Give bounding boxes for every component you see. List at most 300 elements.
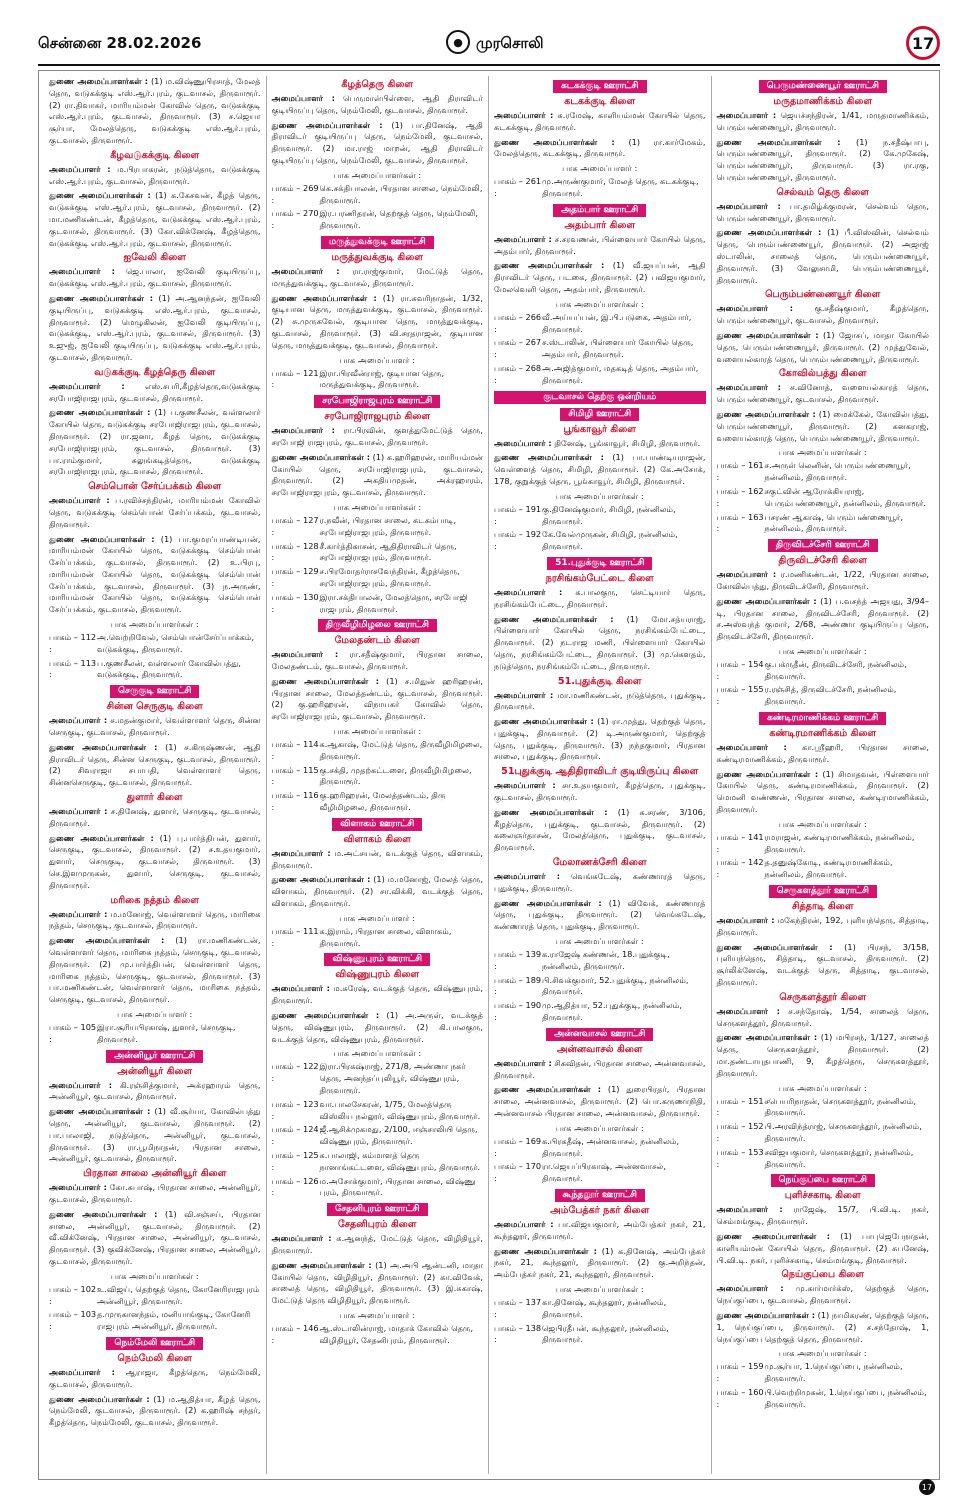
booth-number: பாகம் – 130 : [271,591,319,614]
booth-entry [272,739,484,763]
booth-subheading: பாக அமைப்பாளர்கள் : [333,169,422,180]
booth-number: பாகம் – 137 : [494,1296,542,1319]
role-label: அமைப்பாளர் : [716,569,777,580]
booth-entry [494,363,706,387]
branch-heading: துளார் கிளை [126,792,183,804]
booth-organizer: க.ஆகாஷ், மேட்டுத் தெரு, திருவீழிமிழலை, திருவாரூர். [319,739,483,761]
organizer-text: (1) வீ.ஜயப்பன், ஆதி திராவிடர் தெரு, படகை, திருவாரூர். (2) பவிஜயகுமார், மேலவெளி தெரு, அதம்பார், திருவாரூர். [494,260,706,294]
panchayat-band-heading: அன்னியூர் ஊராட்சி [106,1050,203,1063]
organizer-text: (1) அ.அருள், வடக்குத் தெரு, விஷ்ணுபுரம், திருவாரூர். (2) கி.பாலகுரு, வடக்குத் தெரு, விஷ்ணுபுரம், திருவாரூர். [271,1010,483,1044]
branch-heading: நரசிங்கம்பேட்டை கிளை [545,572,654,584]
role-label: துணை அமைப்பாளர்கள் : [271,874,371,885]
organizer-text: (1) அ.ஆனந்தன், ஐவேலி குடியிருப்பு, வடுகக்குடி எஸ்.ஆர்.புரம், குடவாசல், திருவாரூர். (2) மெழுகிலன், ஐவேலி குடியிருப்பு, வடுகக்குடி, எஸ்.ஆர்.புரம், குடவாசல், திருவாரூர். (3) உஜுஜ், ஐவேலி குடியிருப்பு, வடுகக்குடி எஸ்.ஆர்.புரம், குடவாசல், திருவாரூர். [49,292,261,362]
role-label: அமைப்பாளர் : [716,915,775,926]
booth-number: பாகம் – 170 : [494,1161,542,1184]
organizer-text: க.ரமேஷ், காளியம்மன் கோயில் தெரு, கடகக்குடி, திருவாரூர். [494,110,706,132]
organizer-text: தினேஷ், பூங்காவூர், சிமிழி, திருவாரூர். [554,437,701,448]
role-label: துணை அமைப்பாளர்கள் : [494,452,604,463]
panchayat-band-heading: சரபோஜிராஜபுரம் ஊராட்சி [314,395,440,408]
organizer-text: ரா.சதீஷ்குமார், பிரதான சாலை, மேலதண்டம், குடவாசல், திருவாரூர். [271,649,483,672]
organizer-text: (1) மோ.சத்யராஜ், பிள்ளையார் கோயில் தெரு, நரசிங்கம்பேட்டை, திருவாரூர். (2) நடராஜ மணி, பிள்ளையார் கோயில் தெரு, நரசிங்கம்பேட்டை, திருவாரூர். (3) மு.கௌதம், நடுத்தெரு, நரசிங்கம்பேட்டை, திருவாரூர். [494,613,706,671]
union-band-heading: குடவாசல் தெற்கு ஒன்றியம் [494,391,706,404]
booth-subheading: பாக அமைப்பாளர் : [339,354,415,365]
booth-entry [272,515,484,539]
role-label: துணை அமைப்பாளர்கள் : [716,768,819,779]
role-label: அமைப்பாளர் : [271,93,335,103]
booth-organizer: வா.பாலசேகரன், 1/75, மேலத்தெரு விஸ்லிய நல்லூர், விஷ்ணுபுரம், திருவாரூர். [319,1098,481,1121]
booth-number: பாகம் – 191 : [494,503,542,526]
role-label: துணை அமைப்பாளர்கள் : [494,136,615,147]
booth-number: பாகம் – 155 : [716,684,764,707]
organizer-paragraph [272,1260,484,1307]
booth-entry [494,1161,706,1185]
organizer-text: பெருமாள்பிள்ளை, ஆதி திராவிடர் குடியிருப்பு தெரு, நெம்மேலி, குடவாசல், திருவாரூர். [271,93,483,115]
organizer-paragraph [717,569,930,593]
branch-heading: மரிகை நத்தம் கிளை [110,894,199,906]
organizer-paragraph [717,409,930,444]
booth-subheading: பாக அமைப்பாளர்கள் : [333,1048,422,1059]
organizer-text: ச.தினேஷ், துளார், செருகுடி, குடவாசல், திருவாரூர். [49,806,261,828]
organizer-text: க.பாலகுரு, செட்டியார் தெரு, நரசிங்கம்பேட்டை, திருவாரூர். [494,586,706,609]
booth-entry [717,1121,930,1145]
role-label: அமைப்பாளர் : [716,382,781,393]
organizer-text: ச.மதன்குமார், வெள்ளாளர் தெரு, சின்ன செருகுடி, குடவாசல், திருவாரூர். [49,715,261,738]
panchayat-band-heading: சேதனிபுரம் ஊராட்சி [327,1203,428,1216]
organizer-text: ப.ரவிச்சந்திரன், மாரியம்மன் கோவில் தெரு, வடுகக்குடி செம்பொன் சேர்ப்பக்கம், குடவாசல், திருவாரூர். [49,495,261,529]
booth-subheading: பாக அமைப்பாளர்கள் : [778,1082,867,1093]
booth-organizer: சகுட்வின் ஆரோக்கியராஜ், பெரும்பண்ணையூர், நன்னிலம், திருவாரூர். [764,485,926,508]
organizer-text: மா.மணிகண்டன், நடுத்தெரு, புதுக்குடி, திருவாரூர். [494,689,706,712]
organizer-paragraph [717,382,930,406]
branch-heading: கோவில்பத்து கிளை [779,368,867,380]
panchayat-band-heading: பெருமண்ணையூர் ஊராட்சி [759,80,887,93]
role-label: துணை அமைப்பாளர்கள் : [49,292,154,303]
organizer-text: (1) க.தினேஷ், அம்பேத்கர் நகர், 21, கூந்தலூர், திருவாரூர். (2) கு.அறிந்தன், அம்பேத்கர் நகர், 21, கூந்தலூர், திருவாரூர். [494,1245,706,1280]
role-label: அமைப்பாளர் : [494,586,563,597]
booth-entry [272,1150,484,1174]
organizer-paragraph [494,452,706,487]
role-label: அமைப்பாளர் : [49,163,111,174]
booth-organizer: மு.ஆதித்யா, 52.புதுக்குடி, நன்னிலம், திருவாரூர். [542,1000,682,1023]
booth-number: பாகம் – 115 : [271,764,319,787]
booth-entry [49,658,261,682]
role-label: துணை அமைப்பாளர்கள் : [716,408,816,419]
booth-entry [272,1176,484,1200]
booth-number: பாகம் – 146 : [271,1322,319,1345]
role-label: அமைப்பாளர் : [716,1005,780,1016]
booth-number: பாகம் – 192 : [494,529,542,552]
booth-organizer: ப.குணசீலன், வள்ளலார் கோவில்பத்து, வடுகக்குடி, திருவாரூர். [97,657,241,680]
booth-entry [49,1284,261,1308]
role-label: அமைப்பாளர் : [49,266,115,277]
panchayat-band-heading: விளாகம் ஊராட்சி [332,818,422,831]
role-label: துணை அமைப்பாளர்கள் : [49,935,165,946]
role-label: அமைப்பாளர் : [716,303,794,314]
organizer-text: ம.மனோஜ், வெள்ளாளர் தெரு, மாரிகை நத்தம், செருகுடி, குடவாசல், திருவாரூர். [49,908,261,931]
organizer-paragraph [272,425,484,449]
organizer-paragraph [49,164,261,188]
booth-subheading: பாக அமைப்பாளர்கள் : [555,936,644,947]
booth-subheading: பாக அமைப்பாளர்கள் : [333,726,422,737]
organizer-paragraph [494,587,706,611]
panchayat-band-heading: மருத்துவக்குடி ஊராட்சி [321,236,434,249]
organizer-paragraph [494,780,706,804]
booth-organizer: கா.தினேஷ், கூந்தலூர், நன்னிலம், திருவாரூர். [542,1296,667,1319]
booth-subheading: பாக அமைப்பாளர் : [339,912,415,923]
organizer-text: சா.உதயகுமார், கீழத்தெரு, புதுக்குடி, குடவாசல், திருவாரூர். [494,780,706,803]
booth-organizer: பி.அரவிந்த்ராஜ், செருகளத்தூர், நன்னிலம், திருவாரூர். [764,1121,922,1143]
organizer-text: ச.சரவணன், பிள்ளையார் கோயில் தெரு, அதம்பார், திருவாரூர். [494,233,706,256]
branch-heading: திருவிடச்சேரி கிளை [778,555,868,567]
booth-entry [49,1309,261,1333]
booth-organizer: மு.சூர்யா, 1.நெய்குப்பை, நன்னிலம், திருவாரூர். [764,1361,903,1384]
column-3 [489,76,712,1474]
role-label: துணை அமைப்பாளர்கள் : [716,941,833,952]
organizer-text: க.ஆனந்த், மேட்டுத் தெரு, விழிதியூர், திருவாரூர். [271,1233,483,1255]
role-label: துணை அமைப்பாளர்கள் : [716,1230,831,1241]
organizer-text: (1) மைக்கேல், கோவில்பத்து, பெரும்பண்ணையூர், திருவாரூர். (2) கனகராஜ், வளையல்காரத் தெரு, பெரும்பண்ணையூர், திருவாரூர். [716,408,929,443]
panchayat-band-heading: கடகக்குடி ஊராட்சி [553,80,647,93]
role-label: அமைப்பாளர் : [716,1283,784,1294]
masthead-name: முரசொலி [476,34,544,52]
booth-entry [494,504,706,528]
role-label: அமைப்பாளர் : [494,871,561,882]
role-label: துணை அமைப்பாளர்கள் : [49,407,151,418]
branch-heading: 51புதுக்குடி ஆதிதிராவிடர் குடியிருப்பு கிளை [501,766,699,778]
role-label: அமைப்பாளர் : [494,1057,552,1068]
role-label: துணை அமைப்பாளர்கள் : [271,119,383,130]
booth-organizer: க.பிரகதீஷ், அன்னவாசல், நன்னிலம், திருவாரூர். [542,1135,680,1158]
booth-number: பாகம் – 125 : [271,1150,319,1172]
organizer-paragraph [49,909,261,933]
organizer-text: (1) ரா.சுவரிநாதன், 1/32, குடியான தெரு, மருத்துவக்குடி, குடவாசல், திருவாரூர். (2) சு.முருகவேல், குடியான தெரு, மருத்துவக்குடி, குடவாசல், திருவாரூர். (3) வி.சரதராஜன், குடியான தெரு, மருத்துவக்குடி, குடவாசல், திருவாரூர். [271,292,483,350]
panchayat-band-heading: 51.புதுக்குடி ஊராட்சி [547,557,652,570]
organizer-paragraph [717,1032,930,1079]
role-label: துணை அமைப்பாளர்கள் : [716,329,819,340]
role-label: அமைப்பாளர் : [49,380,125,391]
organizer-text: (1) விவேக், கண்ணாரத் தெரு, புதுக்குடி, திருவாரூர். (2) வெங்கடேஷ், கண்ணாரத் தெரு, புதுக்குடி, திருவாரூர். [494,897,706,932]
branch-heading: சேதனிபுரம் கிளை [337,1219,417,1231]
role-label: அமைப்பாளர் : [49,1366,115,1377]
booth-subheading: பாக அமைப்பாளர்கள் : [555,490,644,501]
role-label: அமைப்பாளர் : [49,1182,107,1193]
masthead [0,0,972,62]
booth-number: பாகம் – 112 : [49,632,97,654]
booth-organizer: கே.வேல்முருகன், சிமிழி, நன்னிலம், திருவாரூர். [542,529,678,552]
organizer-text: (1) பிரசந், 3/158, புளியந்தெரு, சித்தாடி, குடவாசல், திருவாரூர். (2) சூர்லிக்னேஷ், வடக்குத் தெரு, சித்தாடி, குடவாசல், திருவாரூர். [716,941,930,988]
organizer-paragraph [49,1367,261,1391]
role-label: துணை அமைப்பாளர்கள் : [494,613,614,624]
organizer-paragraph [272,293,484,352]
role-label: அமைப்பாளர் : [494,437,552,448]
booth-organizer: ர.நவீன், பிரதான சாலை, கடகம்பாடி, சரபோஜிராஜபுரம், திருவாரூர். [319,514,457,537]
organizer-text: மு.கார்மார்க்ஸ், தெற்குத் தெரு, நெய்குப்பை, குடவாசல், திருவாரூர். [716,1283,929,1306]
booth-organizer: ர.ரஞ்சித், திருவிடச்சேரி, நன்னிலம், திருவாரூர். [764,684,897,707]
organizer-paragraph [272,874,484,909]
role-label: அமைப்பாளர் : [49,908,108,919]
organizer-text: (1) ரா.மணிகண்டன், வெள்ளாளர் தெரு, மாரிகை நத்தம், செருகுடி, குடவாசல், திருவாரூர். (2) மு.பார்த்திபன், வெள்ளாளர் தெரு, மாரிகை நத்தம், செருகுடி, குடவாசல், திருவாரூர். (3) பா.மணிகண்டன், வெள்ளாளர் தெரு, மாரிகை நத்தம், செருகுடி, குடவாசல், திருவாரூர். [49,935,261,1005]
booth-number: பாகம் – 268 : [494,362,542,385]
role-label: துணை அமைப்பாளர்கள் : [49,190,151,201]
role-label: துணை அமைப்பாளர்கள் : [49,1393,150,1404]
panchayat-band-heading: செருகளத்தூர் ஊராட்சி [769,885,877,898]
organizer-text: (1) சிமாதவன், பிள்ளையார் கோயில் தெரு, கண்டிரமாணிக்கம், திருவாரூர். (2) மெமனி வண்ணன், பிரதான சாலை, கண்டிரமாணிக்கம், திருவாரூர். [716,768,930,815]
organizer-text: (1) ம.மனோஜ், மேலத் தெரு, விளாகம், திருவாரூர். (2) சா.விக்கி, வடக்குத் தெரு, விளாகம், திருவாரூர். [271,874,483,909]
branch-heading: விளாகம் கிளை [343,833,411,845]
role-label: அமைப்பாளர் : [49,715,108,726]
organizer-paragraph [494,260,706,295]
booth-entry [272,1061,484,1096]
organizer-text: (1) பீ.விஸ்வின், செல்வம் தெரு, பெரும்பண்ணையூர், திருவாரூர். (2) அஜாஜ் ஸ்டாலின், சாலைத் தெரு, பெரும்பண்ணையூர், திருவாரூர். (3) வேலுசாமி, பெரும்பண்ணையூர், திருவாரூர். [716,227,929,285]
booth-number: பாகம் – 122 : [271,1061,319,1084]
organizer-paragraph [494,438,706,450]
branch-heading: செல்வம் தெரு கிளை [776,186,870,198]
booth-entry [494,1323,706,1347]
organizer-text: கி.ரஞ்சித்குமார், அக்ரஹாரம் தெரு, அன்னியூர், குடவாசல், திருவாரூர். [49,1079,261,1102]
booth-number: பாகம் – 123 : [271,1098,319,1121]
booth-entry [494,312,706,336]
booth-organizer: கு.ஹரிஹரன், மேலத்தண்டம், திரு வீழிமிழலை, திருவாரூர். [319,790,446,813]
organizer-text: மகேந்திரன், 192, புளியந்தெரு, சித்தாடி, திருவாரூர். [716,915,929,937]
booth-organizer: சவிஜயகுமார், செருகளத்தூர், நன்னிலம், திருவாரூர். [764,1146,914,1169]
booth-subheading: பாக அமைப்பாளர்கள் : [110,1270,199,1281]
role-label: துணை அமைப்பாளர்கள் : [716,595,817,606]
booth-organizer: ம.அசோக்குமார், பிரதான சாலை, விஷ்ணு புரம், திருவாரூர். [319,1175,476,1198]
role-label: அமைப்பாளர் : [49,495,110,506]
role-label: அமைப்பாளர் : [49,1079,113,1090]
panchayat-band-heading: அன்னவாசல் ஊராட்சி [546,1028,653,1041]
booth-number: பாகம் – 162 : [716,485,764,508]
organizer-paragraph [49,407,261,478]
booth-organizer: இர.பரணிதரன், தெற்குத் தெரு, நெம்மேலி, திருவாரூர். [319,208,479,231]
booth-organizer: அ.வெற்றிவேல், செம்பொன்சேர்ப்பாக்கம், வடுகக்குடி, திருவாரூர். [97,632,255,654]
booth-number: பாகம் – 169 : [494,1135,542,1158]
column-1 [44,76,267,1474]
role-label: அமைப்பாளர் : [494,1219,554,1229]
booth-number: பாகம் – 163 : [716,511,764,534]
branch-heading: கீழவடுகக்குடி கிளை [110,149,200,161]
booth-entry [494,1000,706,1024]
organizer-paragraph [494,1246,706,1281]
role-label: துணை அமைப்பாளர்கள் : [271,675,379,686]
organizer-text: (1) க.சரண், 3/106, கீழத்தெரு, புதுக்குடி, குடவாசல், திருவாரூர். (2) கலைஞர்தாசன், மேலத்தெரு, புதுக்குடி, குடவாசல், திருவாரூர். [494,806,706,853]
organizer-text: (1) ரா.கார்மேகம், மேலத்தெரு, கடகக்குடி, திருவாரூர். [494,136,706,159]
organizer-text: (1) க.ஹரிஹரன், மாரியம்மன் கோயில் தெரு, சரபோஜிராஜபுரம், குடவாசல், திருவாரூர். (2) அகதியமுதன், அக்ரஹாரம், சரபோஜிராஜபுரம், குடவாசல், திருவாரூர். [271,451,483,498]
branch-heading: அன்னவாசல் கிளை [556,1043,643,1055]
organizer-paragraph [49,742,261,789]
organizer-text: கா.ஸ்ரீஹரி, பிரதான சாலை, கண்டிரமாணிக்கம், திருவாரூர். [716,742,929,764]
branch-heading: பிரதான சாலை அன்னியூர் கிளை [83,1168,227,1180]
organizer-text: எஸ்.சபரி,கீழத்தெரு,வடுகக்குடி சரபோஜிராஜபுரம், குடவாசல், திருவாரூர். [49,380,261,403]
booth-entry [717,832,930,856]
organizer-paragraph [494,234,706,258]
organizer-paragraph [49,715,261,739]
booth-entry [272,790,484,814]
booth-subheading: பாக அமைப்பாளர்கள் : [555,298,644,309]
role-label: துணை அமைப்பாளர்கள் : [494,1245,597,1256]
role-label: துணை அமைப்பாளர்கள் : [494,897,602,908]
organizer-paragraph [49,1182,261,1206]
branch-heading: ஐவேலி கிளை [123,252,186,264]
booth-organizer: கெ.சக்திபாலன், பிரதான சாலை, நெம்மேலி, திருவாரூர். [319,182,483,205]
booth-number: பாகம் – 190 : [494,1000,542,1023]
branch-heading: கண்டிரமாணிக்கம் கிளை [769,728,877,740]
booth-entry [272,183,484,207]
branch-heading: நெய்குப்பை கிளை [781,1269,865,1281]
booth-organizer: ரமராஜன், கண்டிரமாணிக்கம், நன்னிலம், திருவாரூர். [764,831,915,854]
booth-entry [272,208,484,232]
booth-organizer: ரா.ஜெயப்பிரகாஷ், அன்னவாசல், திருவாரூர். [542,1161,667,1184]
booth-organizer: த.தனுஷ்கோடி, கண்டிரமாணிக்கம், நன்னிலம், திருவாரூர். [764,857,893,880]
organizer-paragraph [717,915,930,939]
booth-number: பாகம் – 102 : [49,1283,97,1306]
organizer-paragraph [494,690,706,714]
booth-number: பாகம் – 161 : [716,460,764,483]
booth-number: பாகம் – 114 : [271,739,319,761]
organizer-text: சிகவிதன், பிரதான சாலை, அன்னவாசல், திருவாரூர். [494,1057,706,1080]
booth-entry [717,512,930,536]
booth-entry [272,541,484,565]
booth-organizer: வீ.அய்யப்பன், இ.பி.படுகை, அதம்பார், திருவாரூர். [542,311,692,334]
footer-page-number: 17 [919,1479,935,1495]
role-label: துணை அமைப்பாளர்கள் : [49,1106,151,1117]
role-label: அமைப்பாளர் : [271,649,339,660]
role-label: அமைப்பாளர் : [494,689,554,700]
role-label: துணை அமைப்பாளர்கள் : [271,451,370,462]
booth-organizer: மு.அருண்குமார், மேலத் தெரு, கடகக்குடி, திருவாரூர். [542,176,699,198]
organizer-paragraph [49,1080,261,1104]
branch-heading: வடுகக்குடி கீழத்தெரு கிளை [94,366,216,378]
booth-number: பாகம் – 266 : [494,311,542,334]
organizer-paragraph [494,614,706,673]
organizer-paragraph [272,93,484,117]
booth-organizer: இரா.பிரகஷ்ராஜ், 271/8, அண்ணா நகர் தெரு, அனந்தப்புலியூர், விஷ்ணுபுரம், திருவாரூர். [319,1061,466,1096]
organizer-paragraph [717,227,930,286]
booth-entry [717,659,930,683]
branch-heading: அன்னியூர் கிளை [117,1065,193,1077]
booth-organizer: சபெயரிநாதன், செருகளத்தூர், நன்னிலம், திருவாரூர். [764,1095,916,1118]
branch-heading: நெம்மேலி கிளை [117,1352,193,1364]
booth-organizer: பி.சிவக்குமார், 52.புதுக்குடி, நன்னிலம், திருவாரூர். [542,974,689,997]
organizer-paragraph [49,833,261,892]
organizer-text: (1) ம.விஷ்ணுபிரசாத், மேலத் தெரு, வடுகக்குடி எஸ்.ஆர்.புரம், குடவாசல், திருவாரூர். (2) ரா.திவாகர், மாரியம்மன் கோவில் தெரு, வடுகக்குடி எஸ்.ஆர்.புரம், குடவாசல், திருவாரூர். (3) ச.ஜெயா சூர்யா, மேலத்தெரு, வடுகக்குடி எஸ்.ஆர்.புரம், குடவாசல், திருவாரூர். [49,76,261,145]
organizer-text: (1) பா.தினேஷ், ஆதி திராவிடர் குடியிருப்பு தெரு, நெம்மேலி, குடவாசல், திருவாரூர். (2) மா.ராஜ் மாறன், ஆதி திராவிடர் குடியிருப்பு தெரு, நெம்மேலி, குடவாசல், திருவாரூர். [271,119,483,165]
masthead-date: சென்னை 28.02.2026 [38,34,202,52]
booth-subheading: பாக அமைப்பாளர்கள் : [555,1283,644,1294]
organizer-paragraph [717,303,930,327]
organizer-paragraph [717,201,930,225]
organizer-paragraph [49,76,261,147]
booth-entry [717,486,930,510]
organizer-paragraph [717,110,930,134]
role-label: அமைப்பாளர் : [716,110,777,120]
organizer-text: ச.வினோத், வளையல்காரத் தெரு, பெரும்பண்ணையூர், குடவாசல், திருவாரூர். [716,382,929,405]
organizer-text: ம.சுரேஷ், வடக்குத் தெரு, விஷ்ணுபுரம், திருவாரூர். [271,983,483,1006]
booth-number: பாகம் – 142 : [716,857,764,880]
organizer-text: பா.விஜயகுமார், அம்பேத்கர் நகர், 21, கூந்தலூர், திருவாரூர். [494,1219,706,1241]
booth-number: பாகம் – 152 : [716,1121,764,1143]
booth-subheading: பாக அமைப்பாளர்கள் : [778,1348,867,1359]
organizer-text: ம.பிரபாகரன், நடுத்தெரு, வடுகக்குடி எஸ்.ஆர்.புரம், குடவாசல், திருவாரூர். [49,163,261,186]
booth-organizer: இரா.சக்திபாலன், மேலத்தெரு, சரபோஜி ராஜபுரம், திருவாரூர். [319,591,468,614]
organizer-text: (1) வி.சஞ்சய், பிரதான சாலை, அன்னியூர், குடவாசல், திருவாரூர். (2) வீ.விக்னேஷ், பிரதான சாலை, அன்னியூர், குடவாசல், திருவாரூர். (3) குவிக்னேஷ், பிரதான சாலை, அன்னியூர், குடவாசல், திருவாரூர். [49,1208,261,1266]
booth-organizer: பசரண் ஆகாஷ், பெரும்பண்ணையூர், நன்னிலம், திருவாரூர். [764,511,903,534]
booth-number: பாகம் – 124 : [271,1124,319,1147]
panchayat-band-heading: திருவீழிமிழலை ஊராட்சி [318,619,437,632]
role-label: துணை அமைப்பாளர்கள் : [716,136,841,147]
role-label: துணை அமைப்பாளர்கள் : [716,1032,818,1043]
booth-number: பாகம் – 113 : [49,657,97,680]
role-label: அமைப்பாளர் : [271,983,330,994]
role-label: அமைப்பாளர் : [49,806,108,817]
branch-heading: விஷ்ணுபுரம் கிளை [335,969,420,981]
booth-entry [272,1323,484,1347]
panchayat-band-heading: கண்டிரமாணிக்கம் ஊராட்சி [759,712,886,725]
organizer-paragraph [717,1283,930,1307]
booth-entry [272,368,484,392]
organizer-paragraph [717,330,930,365]
organizer-paragraph [717,1231,930,1266]
role-label: துணை அமைப்பாளர்கள் : [271,1010,380,1021]
role-label: துணை அமைப்பாளர்கள் : [49,1208,158,1219]
organizer-paragraph [272,649,484,673]
organizer-paragraph [49,1106,261,1165]
organizer-paragraph [272,848,484,872]
page-number-badge: 17 [906,26,940,60]
organizer-paragraph [49,534,261,617]
organizer-text: ராஜேஷ், 15/7, பி.வி.டி. நகர், செம்மங்குடி, திருவாரூர். [716,1204,929,1227]
organizer-text: (1) ச.மிதுன் ஹரிஹரன், பிரதான சாலை, மேலத்தண்டம், குடவாசல், திருவாரூர். (2) கு.ஹரிஹரன், விநாயகர் கோவில் தெரு, சரபோஜிராஜபுரம், குடவாசல், திருவாரூர். [271,675,483,722]
branch-heading: கீழத்தெரு கிளை [341,79,414,90]
organizer-paragraph [717,596,930,643]
booth-number: பாகம் – 105 : [49,1022,97,1044]
organizer-paragraph [49,190,261,249]
organizer-text: (1) பு.பார்த்திபன், துளார், செருகுடி, குடவாசல், திருவாரூர். (2) ச.உதயகுமார், துளார், செருகுடி, குடவாசல், திருவாரூர். (3) செ.இளமுருகன், துளார், செருகுடி, குடவாசல், திருவாரூர். [49,832,261,890]
booth-subheading: பாக அமைப்பாளர்கள் : [555,1122,644,1133]
organizer-paragraph [494,1219,706,1243]
booth-organizer: க.ராஜேஷ் கண்ணன், 18.புதுக்குடி, நன்னிலம், திருவாரூர். [542,949,670,971]
branch-heading: அதம்பார் கிளை [564,219,636,231]
role-label: துணை அமைப்பாளர்கள் : [494,260,605,271]
organizer-text: ம.அட்சயன், வடக்குத் தெரு, விளாகம், திருவாரூர். [271,847,483,870]
organizer-paragraph [272,1010,484,1045]
organizer-text: (1) ந.சதீஷ்பாபு, பெரும்பண்ணையூர், திருவாரூர். (2) கே.முகேஷ், பெரும்பண்ணையூர், திருவாரூர். (3) ரா.ரகு, பெரும்பண்ணையூர், திருவாரூர். [716,136,930,182]
branch-heading: செம்பொன் சேர்ப்பக்கம் கிளை [88,481,222,493]
organizer-paragraph [717,137,930,184]
branch-heading: பூங்காவூர் கிளை [563,423,636,435]
booth-subheading: பாக அமைப்பாளர் : [562,163,638,174]
organizer-paragraph [272,266,484,290]
booth-number: பாகம் – 154 : [716,658,764,681]
booth-number: பாகம் – 116 : [271,790,319,813]
organizer-text: ச.சந்தோஷ், 1/54, சாலைத் தெரு, செருகளத்தூர், திருவாரூர். [716,1005,929,1028]
booth-number: பாகம் – 159 : [716,1361,764,1384]
role-label: அமைப்பாளர் : [716,742,787,753]
booth-number: பாகம் – 261 : [494,176,542,198]
booth-number: பாகம் – 270 : [271,208,319,231]
organizer-paragraph [49,266,261,290]
booth-organizer: உ.விஜய், தெற்குத் தெரு, கோனேரிராஜபுரம் அன்னியூர், திருவாரூர். [97,1283,260,1306]
role-label: துணை அமைப்பாளர்கள் : [494,1084,601,1095]
booth-entry [272,926,484,950]
organizer-text: கு.சதீஷ்குமார், கீழத்தெரு, பெரும்பண்ணையூர், குடவாசல், திருவாரூர். [716,303,929,326]
organizer-text: (1) நாமிகரண், தெற்குத் தெரு, 1, நெய்குப்பை, திருவாரூர். (2) ச.சந்தோஷ், 1, நெய்குப்பை தெற்குத் தெரு, திருவாரூர். [716,1309,929,1344]
role-label: துணை அமைப்பாளர்கள் : [49,76,149,86]
role-label: துணை அமைப்பாளர்கள் : [271,1259,372,1270]
booth-number: பாகம் – 121 : [271,367,319,390]
booth-subheading: பாக அமைப்பாளர்கள் : [778,645,867,656]
booth-organizer: ச.ஸ்டாலின், பிள்ளையார் கோயில் தெரு, அதம்பார், திருவாரூர். [542,337,694,360]
